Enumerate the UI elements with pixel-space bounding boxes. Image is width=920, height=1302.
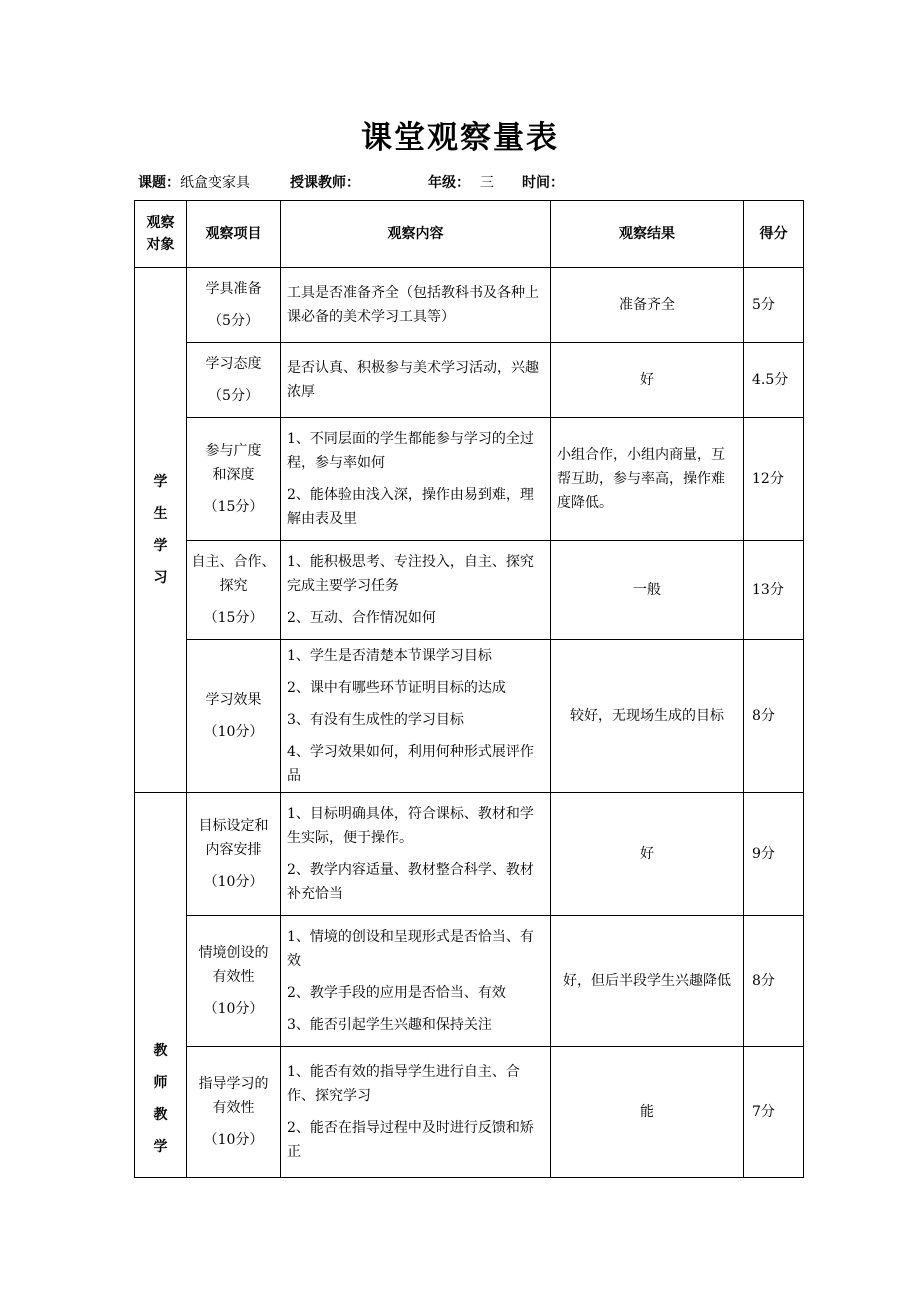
item-name-cell	[187, 1047, 281, 1178]
content-line: 2、课中有哪些环节证明目标的达成	[287, 680, 506, 696]
content-cell	[281, 418, 551, 541]
result-cell: 好	[551, 343, 744, 418]
item-name-line: 和深度	[212, 467, 255, 483]
content-line: 2、教学手段的应用是否恰当、有效	[287, 985, 506, 1001]
header-row	[135, 201, 804, 268]
content-cell	[281, 640, 551, 793]
content-cell	[281, 1047, 551, 1178]
item-name-cell	[187, 541, 281, 640]
item-points: （5分）	[208, 313, 259, 329]
item-name-cell	[187, 916, 281, 1047]
content-line: 3、有没有生成性的学习目标	[287, 712, 464, 728]
group-label-char: 学	[153, 474, 168, 490]
item-name-line: 有效性	[212, 1100, 255, 1116]
header-object: 观察对象	[135, 201, 187, 268]
result-cell: 好，但后半段学生兴趣降低	[551, 916, 744, 1047]
item-name-cell	[187, 343, 281, 418]
content-line: 2、教学内容适量、教材整合科学、教材补充恰当	[287, 862, 534, 902]
group-label-char: 学	[153, 538, 168, 554]
item-points: （10分）	[203, 1132, 264, 1148]
table-row	[135, 916, 804, 1047]
group-label-teacher-teaching	[135, 793, 187, 1178]
table-row	[135, 640, 804, 793]
group-label-char: 教	[153, 1043, 168, 1059]
result-cell: 一般	[551, 541, 744, 640]
score-cell: 9分	[744, 793, 804, 916]
item-points: （10分）	[203, 874, 264, 890]
group-label-char: 师	[153, 1075, 168, 1091]
table-row	[135, 1047, 804, 1178]
content-cell	[281, 793, 551, 916]
item-name-line: 自主、合作、	[191, 554, 276, 570]
topic-field	[138, 172, 250, 192]
group-label-char: 学	[153, 1139, 168, 1155]
item-points: （10分）	[203, 1001, 264, 1017]
page-title: 课堂观察量表	[361, 120, 559, 156]
topic-label: 课题：	[138, 175, 180, 191]
table-row	[135, 343, 804, 418]
header-content: 观察内容	[281, 201, 551, 268]
content-line: 工具是否准备齐全（包括教科书及各种上课必备的美术学习工具等）	[287, 285, 539, 325]
content-line: 1、目标明确具体，符合课标、教材和学生实际，便于操作。	[287, 806, 534, 846]
result-cell: 小组合作，小组内商量，互帮互助，参与率高，操作难度降低。	[551, 418, 744, 541]
content-line: 2、能体验由浅入深，操作由易到难，理解由表及里	[287, 487, 534, 527]
item-name-line: 内容安排	[205, 842, 262, 858]
content-line: 2、互动、合作情况如何	[287, 610, 436, 626]
score-cell: 13分	[744, 541, 804, 640]
teacher-label: 授课教师：	[290, 175, 360, 191]
item-points: （15分）	[203, 610, 264, 626]
item-name-line: 学习态度	[205, 356, 262, 372]
content-line: 1、能积极思考、专注投入，自主、探究完成主要学习任务	[287, 554, 534, 594]
item-points: （5分）	[208, 388, 259, 404]
table-row	[135, 541, 804, 640]
content-cell	[281, 916, 551, 1047]
item-name-cell	[187, 268, 281, 343]
item-name-cell	[187, 418, 281, 541]
item-name-line: 指导学习的	[198, 1076, 269, 1092]
time-label: 时间：	[522, 175, 564, 191]
item-name-cell	[187, 793, 281, 916]
content-line: 1、学生是否清楚本节课学习目标	[287, 648, 492, 664]
content-line: 是否认真、积极参与美术学习活动，兴趣浓厚	[287, 360, 539, 400]
item-name-line: 参与广度	[205, 443, 262, 459]
content-line: 1、情境的创设和呈现形式是否恰当、有效	[287, 929, 534, 969]
table-row	[135, 418, 804, 541]
grade-field	[428, 172, 494, 192]
score-cell: 7分	[744, 1047, 804, 1178]
group-label-student-learning	[135, 268, 187, 793]
content-line: 1、不同层面的学生都能参与学习的全过程，参与率如何	[287, 431, 534, 471]
content-line: 2、能否在指导过程中及时进行反馈和矫正	[287, 1120, 534, 1160]
item-name-line: 有效性	[212, 969, 255, 985]
content-cell	[281, 541, 551, 640]
grade-value: 三	[480, 175, 494, 191]
grade-label: 年级：	[428, 175, 470, 191]
group-label-char: 教	[153, 1107, 168, 1123]
result-cell: 准备齐全	[551, 268, 744, 343]
item-name-line: 学具准备	[205, 281, 262, 297]
result-cell: 较好，无现场生成的目标	[551, 640, 744, 793]
score-cell: 5分	[744, 268, 804, 343]
item-name-line: 学习效果	[205, 692, 262, 708]
score-cell: 8分	[744, 916, 804, 1047]
score-cell: 8分	[744, 640, 804, 793]
table-row	[135, 268, 804, 343]
score-cell: 12分	[744, 418, 804, 541]
content-line: 4、学习效果如何，利用何种形式展评作品	[287, 744, 534, 784]
score-cell: 4.5分	[744, 343, 804, 418]
time-field	[522, 172, 564, 192]
item-points: （15分）	[203, 499, 264, 515]
result-cell: 好	[551, 793, 744, 916]
content-cell	[281, 343, 551, 418]
item-name-line: 探究	[219, 578, 248, 594]
observation-table	[134, 200, 804, 1178]
table-row	[135, 793, 804, 916]
item-name-cell	[187, 640, 281, 793]
result-cell: 能	[551, 1047, 744, 1178]
group-label-char: 生	[153, 506, 168, 522]
header-result: 观察结果	[551, 201, 744, 268]
item-name-line: 目标设定和	[198, 818, 269, 834]
teacher-field	[290, 172, 360, 192]
header-score: 得分	[744, 201, 804, 268]
item-name-line: 情境创设的	[198, 945, 269, 961]
item-points: （10分）	[203, 724, 264, 740]
content-line: 3、能否引起学生兴趣和保持关注	[287, 1017, 492, 1033]
topic-value: 纸盒变家具	[180, 175, 250, 191]
content-cell	[281, 268, 551, 343]
content-line: 1、能否有效的指导学生进行自主、合作、探究学习	[287, 1064, 520, 1104]
group-label-char: 习	[153, 570, 168, 586]
header-item: 观察项目	[187, 201, 281, 268]
